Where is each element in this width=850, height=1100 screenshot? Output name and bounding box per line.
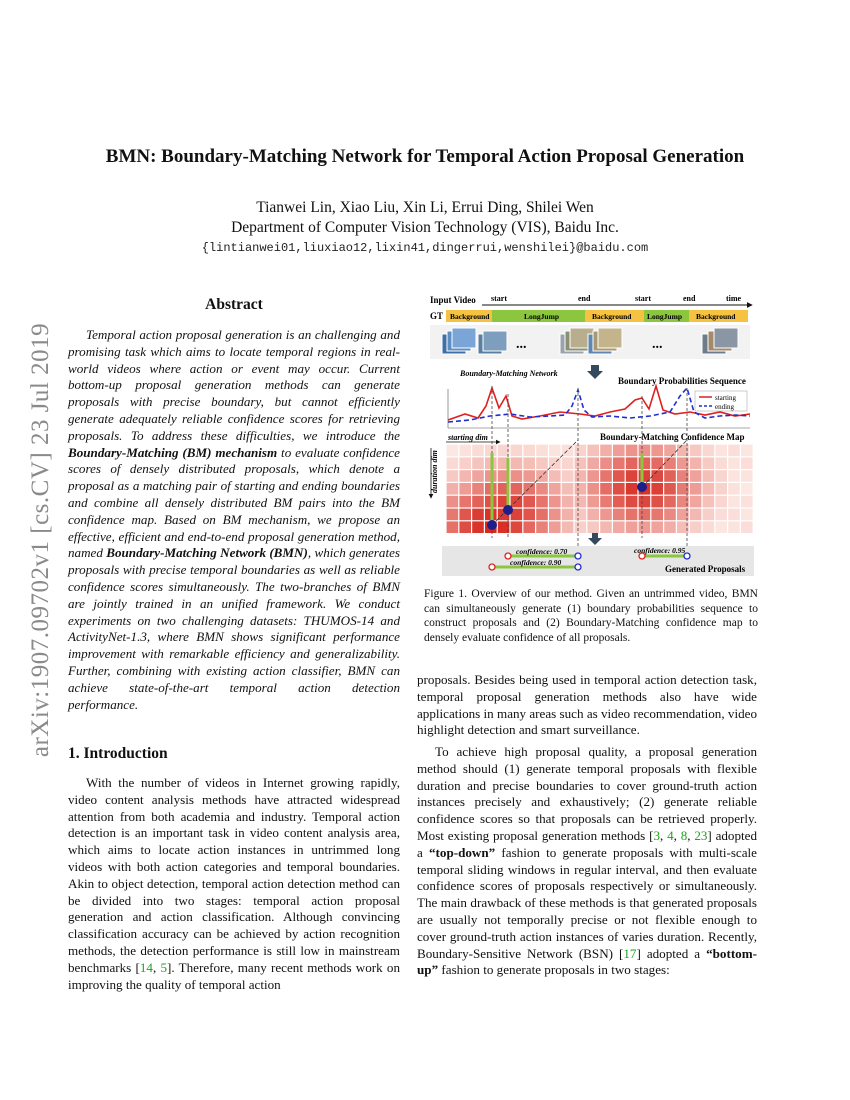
proposal-flow-arrow	[588, 533, 602, 545]
heatmap-cell	[459, 457, 471, 469]
heatmap-cell	[728, 496, 740, 508]
heatmap-cell	[511, 521, 523, 533]
heatmap-cell	[511, 457, 523, 469]
heatmap-cell	[459, 445, 471, 457]
proposal-confidence-2: confidence: 0.90	[510, 558, 562, 567]
heatmap-cell	[536, 496, 548, 508]
heatmap-cell	[587, 445, 599, 457]
heatmap-cell	[575, 509, 587, 521]
affiliation: Department of Computer Vision Technology (VIS), Baidu Inc.	[231, 219, 619, 236]
heatmap-cell	[459, 496, 471, 508]
heatmap-cell	[690, 509, 702, 521]
gt-segment-label: Background	[696, 312, 736, 321]
heatmap-cell	[703, 509, 715, 521]
heatmap-cell	[639, 445, 651, 457]
frame-stack-3	[560, 328, 622, 354]
heatmap-cell	[690, 457, 702, 469]
frames-ellipsis-1: ...	[516, 337, 527, 352]
heatmap-cell	[715, 445, 727, 457]
heatmap-cell	[741, 496, 753, 508]
heatmap-cell	[664, 483, 676, 495]
citation-link[interactable]: 8	[680, 827, 688, 843]
heatmap-cell	[472, 483, 484, 495]
heatmap-cell	[626, 457, 638, 469]
intro-paragraph: With the number of videos in Internet growing rapidly, video content analysis methods have attracted widespread attention from both academia and industry. Temporal action detection is an important task in video content analysis area, which aims to locate action instances in untrimmed long videos with both action categories and temporal boundaries. Akin to object detection, temporal action detection method can be divided into two stages: temporal action proposal generation and action classification. Although convincing classification accuracy can be achieved by action recognition methods, the detection performance is still low in mainstream benchmarks [14, 5]. Therefore, many recent methods work on improving the quality of temporal action	[68, 775, 400, 992]
heatmap-cell	[728, 445, 740, 457]
heatmap-cell	[639, 457, 651, 469]
bm-point-marker	[487, 520, 497, 530]
heatmap-cell	[690, 445, 702, 457]
heatmap-cell	[741, 470, 753, 482]
heatmap-cell	[575, 470, 587, 482]
heatmap-cell	[613, 521, 625, 533]
heatmap-cell	[562, 470, 574, 482]
heatmap-cell	[459, 521, 471, 533]
start-label-1: start	[491, 294, 507, 303]
starting-dim-label: starting dim	[448, 433, 488, 442]
bmcm-label: Boundary-Matching Confidence Map	[600, 432, 745, 442]
author-emails: {lintianwei01,liuxiao12,lixin41,dingerrui,wenshilei}@baidu.com	[201, 241, 649, 255]
heatmap-cell	[741, 445, 753, 457]
heatmap-cell	[536, 445, 548, 457]
heatmap-cell	[575, 496, 587, 508]
citation-link[interactable]: 4	[667, 827, 674, 843]
author-list: Tianwei Lin, Xiao Liu, Xin Li, Errui Ding, Shilei Wen	[256, 199, 594, 216]
proposal-start-marker	[489, 564, 495, 570]
heatmap-cell	[447, 483, 459, 495]
heatmap-cell	[715, 509, 727, 521]
heatmap-cell	[728, 521, 740, 533]
heatmap-cell	[575, 483, 587, 495]
heatmap-cell	[651, 445, 663, 457]
overview-diagram	[420, 288, 760, 578]
citation-link[interactable]: 17	[623, 945, 637, 961]
citation-link[interactable]: 23	[694, 827, 708, 843]
heatmap-cell	[690, 483, 702, 495]
heatmap-cell	[523, 496, 535, 508]
heatmap-cell	[651, 521, 663, 533]
gt-segment-label: Background	[592, 312, 632, 321]
heatmap-cell	[472, 521, 484, 533]
heatmap-cell	[562, 483, 574, 495]
heatmap-cell	[549, 496, 561, 508]
heatmap-cell	[587, 496, 599, 508]
bm-point-marker	[503, 505, 513, 515]
heatmap-cell	[472, 470, 484, 482]
heatmap-cell	[459, 483, 471, 495]
heatmap-cell	[728, 483, 740, 495]
heatmap-cell	[600, 521, 612, 533]
frame-stack-1	[442, 328, 476, 354]
heatmap-cell	[459, 470, 471, 482]
heatmap-cell	[728, 457, 740, 469]
heatmap-cell	[715, 521, 727, 533]
heatmap-cell	[447, 470, 459, 482]
heatmap-cell	[703, 445, 715, 457]
heatmap-cell	[703, 521, 715, 533]
heatmap-cell	[639, 521, 651, 533]
heatmap-cell	[613, 457, 625, 469]
heatmap-cell	[600, 483, 612, 495]
heatmap-cell	[651, 509, 663, 521]
heatmap-cell	[536, 509, 548, 521]
heatmap-cell	[447, 445, 459, 457]
heatmap-cell	[549, 445, 561, 457]
heatmap-cell	[562, 496, 574, 508]
heatmap-cell	[549, 521, 561, 533]
proposal-end-marker	[575, 564, 581, 570]
arxiv-stamp: arXiv:1907.09702v1 [cs.CV] 23 Jul 2019	[27, 322, 54, 758]
proposal-end-marker	[575, 553, 581, 559]
heatmap-cell	[741, 521, 753, 533]
time-label: time	[726, 294, 742, 303]
heatmap-cell	[703, 496, 715, 508]
right-column-paragraph-1: proposals. Besides being used in temporal action detection task, temporal proposal generation methods also have wide applications in many areas such as video recommendation, video highlight detection and smart surveillance.	[417, 672, 757, 738]
heatmap-cell	[549, 470, 561, 482]
input-video-label: Input Video	[430, 295, 476, 305]
heatmap-cell	[703, 470, 715, 482]
heatmap-cell	[613, 445, 625, 457]
proposal-confidence-1: confidence: 0.70	[516, 547, 568, 556]
heatmap-cell	[613, 496, 625, 508]
heatmap-cell	[536, 483, 548, 495]
heatmap-cell	[728, 509, 740, 521]
legend-label-starting: starting	[715, 394, 736, 402]
heatmap-cell	[651, 470, 663, 482]
heatmap-cell	[587, 470, 599, 482]
heatmap-cell	[511, 470, 523, 482]
heatmap-cell	[715, 470, 727, 482]
heatmap-cell	[511, 483, 523, 495]
heatmap-cell	[690, 470, 702, 482]
heatmap-cell	[703, 483, 715, 495]
heatmap-cell	[447, 457, 459, 469]
gt-segment-label: LongJump	[647, 312, 683, 321]
heatmap-cell	[447, 521, 459, 533]
heatmap-cell	[562, 521, 574, 533]
heatmap-cell	[651, 496, 663, 508]
heatmap-cell	[690, 496, 702, 508]
heatmap-cell	[664, 445, 676, 457]
bmn-label: Boundary-Matching Network	[460, 369, 558, 378]
heatmap-cell	[613, 470, 625, 482]
heatmap-cell	[639, 509, 651, 521]
heatmap-cell	[626, 521, 638, 533]
heatmap-cell	[715, 496, 727, 508]
duration-dim-label: duration dim	[430, 450, 439, 493]
heatmap-cell	[600, 509, 612, 521]
gt-label: GT	[430, 311, 444, 321]
heatmap-cell	[472, 509, 484, 521]
bmn-flow-arrow	[587, 365, 603, 379]
heatmap-cell	[523, 509, 535, 521]
heatmap-cell	[741, 457, 753, 469]
heatmap-cell	[600, 496, 612, 508]
heatmap-cell	[587, 457, 599, 469]
heatmap-cell	[715, 483, 727, 495]
heatmap-cell	[536, 521, 548, 533]
heatmap-cell	[664, 470, 676, 482]
end-label-1: end	[578, 294, 591, 303]
heatmap-cell	[613, 509, 625, 521]
heatmap-cell	[626, 496, 638, 508]
heatmap-cell	[562, 457, 574, 469]
heatmap-cell	[600, 470, 612, 482]
heatmap-cell	[626, 470, 638, 482]
heatmap-cell	[600, 445, 612, 457]
heatmap-cell	[741, 509, 753, 521]
citation-link[interactable]: 3	[653, 827, 660, 843]
end-label-2: end	[683, 294, 696, 303]
heatmap-cell	[741, 483, 753, 495]
heatmap-cell	[626, 509, 638, 521]
frame-stack-2	[478, 331, 507, 354]
heatmap-cell	[511, 496, 523, 508]
heatmap-cell	[523, 521, 535, 533]
paper-title: BMN: Boundary-Matching Network for Temporal Action Proposal Generation	[105, 146, 745, 167]
heatmap-cell	[447, 496, 459, 508]
heatmap-cell	[511, 445, 523, 457]
heatmap-cell	[587, 483, 599, 495]
heatmap-cell	[600, 457, 612, 469]
heatmap-cell	[664, 457, 676, 469]
heatmap-cell	[472, 457, 484, 469]
heatmap-cell	[472, 445, 484, 457]
heatmap-cell	[587, 509, 599, 521]
figure-1	[420, 288, 760, 578]
heatmap-cell	[575, 445, 587, 457]
heatmap-cell	[523, 470, 535, 482]
heatmap-cell	[536, 457, 548, 469]
proposal-confidence-3: confidence: 0.95	[634, 546, 686, 555]
heatmap-cell	[626, 483, 638, 495]
figure-caption: Figure 1. Overview of our method. Given an untrimmed video, BMN can simultaneously generate (1) boundary probabilities sequence to construct proposals and (2) Boundary-Matching confidence map to densely evaluate confidence of all proposals.	[424, 588, 758, 644]
heatmap-cell	[562, 509, 574, 521]
heatmap-cell	[459, 509, 471, 521]
heatmap-cell	[728, 470, 740, 482]
citation-link[interactable]: 14	[139, 959, 153, 975]
heatmap-cell	[575, 521, 587, 533]
citation-link[interactable]: 5	[160, 959, 167, 975]
frames-ellipsis-2: ...	[652, 337, 663, 352]
right-column-paragraph-2: To achieve high proposal quality, a proposal generation method should (1) generate temporal proposals with flexible duration and precise boundaries to cover ground-truth action instances precisely and exhaustively; (2) generate reliable confidence scores so that proposals can be retrieved properly. Most existing proposal generation methods [3, 4, 8, 23] adopted a “top-down” fashion to generate proposals with multi-scale temporal sliding windows in regular interval, and then evaluate confidence scores of proposals respectively or simultaneously. The main drawback of these methods is that generated proposals are usually not temporally precise or not flexible enough to cover ground-truth action instances of varies duration. Recently, Boundary-Sensitive Network (BSN) [17] adopted a “bottom-up” fashion to generate proposals in two stages:	[417, 744, 758, 978]
heatmap-cell	[549, 509, 561, 521]
heatmap-cell	[664, 509, 676, 521]
section-heading-introduction: 1. Introduction	[68, 745, 168, 762]
heatmap-cell	[715, 457, 727, 469]
heatmap-cell	[703, 457, 715, 469]
heatmap-cell	[587, 521, 599, 533]
start-label-2: start	[635, 294, 651, 303]
generated-proposals-label: Generated Proposals	[665, 564, 746, 574]
heatmap-cell	[639, 496, 651, 508]
bm-point-marker	[637, 482, 647, 492]
heatmap-cell	[549, 483, 561, 495]
abstract-text: Temporal action proposal generation is an challenging and promising task which aims to locate temporal regions in real-world videos where action or event may occur. Current bottom-up proposal generation methods can generate proposals with precise boundary, but cannot efficiently generate adequately reliable confidence scores for retrieving proposals. To address these difficulties, we introduce the Boundary-Matching (BM) mechanism to evaluate confidence scores of densely distributed proposals, which denote a proposal as a matching pair of starting and ending boundaries and combine all densely distributed BM pairs into the BM confidence map. Based on BM mechanism, we propose an effective, efficient and end-to-end proposal generation method, named Boundary-Matching Network (BMN), which generates proposals with precise temporal boundaries as well as reliable confidence scores simultaneously. The two-branches of BMN are jointly trained in an unified framework. We conduct experiments on two challenging datasets: THUMOS-14 and ActivityNet-1.3, where BMN shows significant performance improvement with remarkable efficiency and generalizability. Further, combining with existing action classifier, BMN can achieve state-of-the-art temporal action detection performance.	[68, 327, 400, 712]
heatmap-cell	[472, 496, 484, 508]
heatmap-cell	[523, 445, 535, 457]
probability-plot	[448, 386, 750, 428]
heatmap-cell	[690, 521, 702, 533]
abstract-heading: Abstract	[205, 296, 263, 313]
heatmap-cell	[664, 521, 676, 533]
heatmap-cell	[613, 483, 625, 495]
heatmap-cell	[651, 483, 663, 495]
heatmap-cell	[523, 457, 535, 469]
heatmap-cell	[664, 496, 676, 508]
gt-segment-label: Background	[450, 312, 490, 321]
bps-label: Boundary Probabilities Sequence	[618, 376, 746, 386]
gt-segment-label: LongJump	[524, 312, 560, 321]
legend-label-ending: ending	[715, 403, 735, 411]
heatmap-cell	[447, 509, 459, 521]
heatmap-cell	[575, 457, 587, 469]
heatmap-cell	[626, 445, 638, 457]
